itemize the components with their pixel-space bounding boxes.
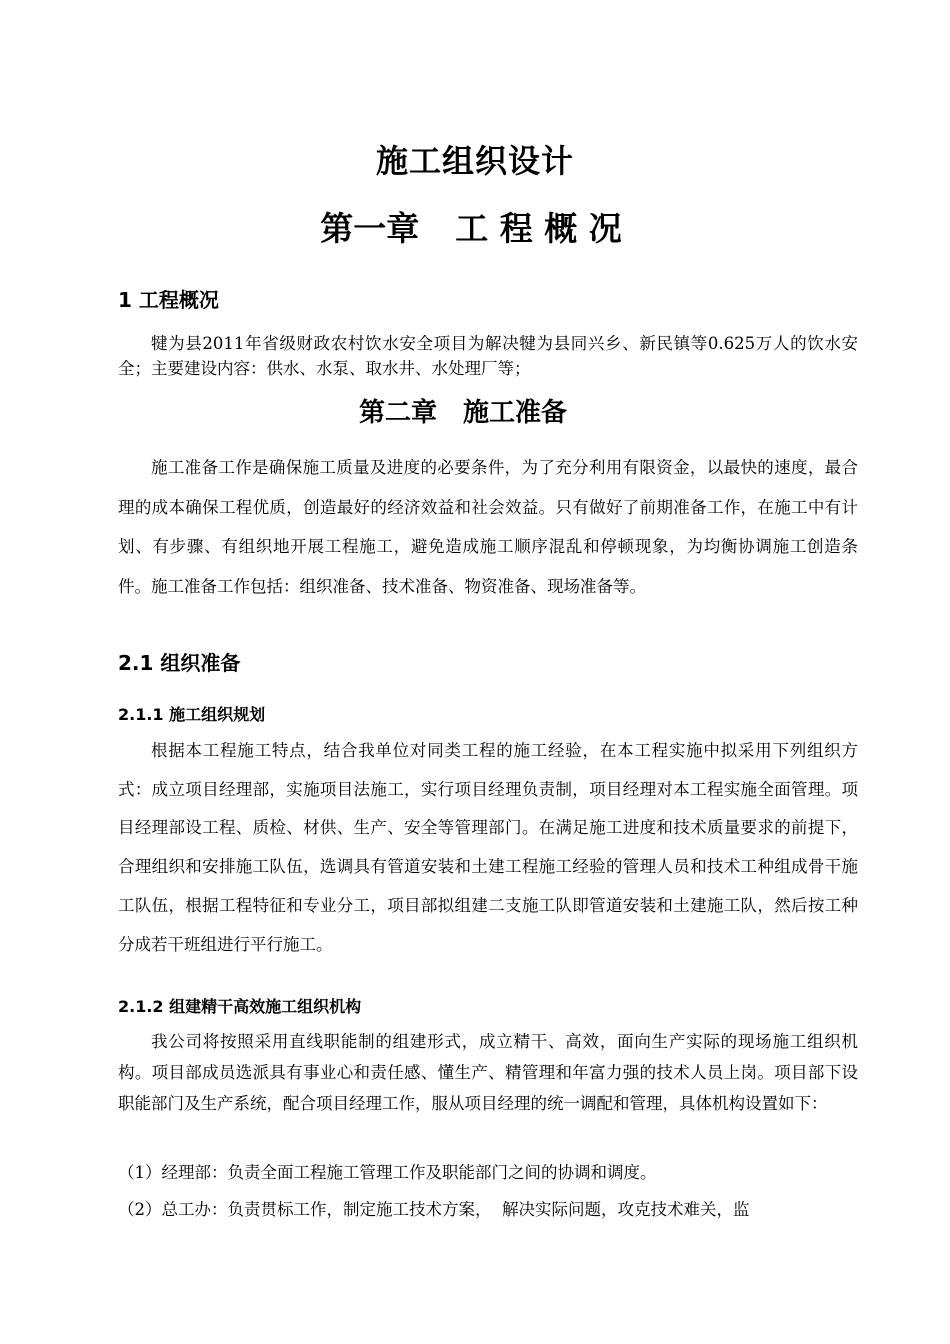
chapter-1-heading [0,203,946,250]
chapter-2-intro-paragraph: 施工准备工作是确保施工质量及进度的必要条件，为了充分利用有限资金，以最快的速度，最合理的成本确保工程优质，创造最好的经济效益和社会效益。只有做好了前期准备工作，在施工中有计划、有步骤、有组织地开展工程施工，避免造成施工顺序混乱和停顿现象，为均衡协调施工创造条件。施工准备工作包括：组织准备、技术准备、物资准备、现场准备等。 [118,458,858,596]
section-2-1-2-heading: 2.1.2 组建精干高效施工组织机构 [118,997,362,1016]
section-1-heading: 1 工程概况 [118,288,219,312]
section-2-1-1-heading: 2.1.1 施工组织规划 [118,705,266,724]
section-2-1-heading: 2.1 组织准备 [118,651,241,675]
section-2-1-2-paragraph: 我公司将按照采用直线职能制的组建形式，成立精干、高效，面向生产实际的现场施工组织机构。项目部成员选派具有事业心和责任感、懂生产、精管理和年富力强的技术人员上岗。项目部下设职能部门及生产系统，配合项目经理工作，服从项目经理的统一调配和管理，具体机构设置如下： [118,1032,858,1113]
section-2-1-1-paragraph: 根据本工程施工特点，结合我单位对同类工程的施工经验，在本工程实施中拟采用下列组织方式：成立项目经理部，实施项目法施工，实行项目经理负责制，项目经理对本工程实施全面管理。项目经理部设工程、质检、材供、生产、安全等管理部门。在满足施工进度和技术质量要求的前提下，合理组织和安排施工队伍，选调具有管道安装和土建工程施工经验的管理人员和技术工种组成骨干施工队伍，根据工程特征和专业分工，项目部拟组建二支施工队即管道安装和土建施工队，然后按工种分成若干班组进行平行施工。 [118,741,858,954]
chapter-1-number: 第一章 [320,209,420,248]
list-item-2: （2）总工办：负责贯标工作，制定施工技术方案， 解决实际问题，攻克技术难关，监 [118,1200,750,1219]
chapter-2-name: 施工准备 [463,398,568,428]
chapter-2-number: 第二章 [358,398,437,428]
section-1-paragraph: 犍为县2011年省级财政农村饮水安全项目为解决犍为县同兴乡、新民镇等0.625万人的饮水安全；主要建设内容：供水、水泵、取水井、水处理厂等； [118,334,858,378]
list-item-1: （1）经理部：负责全面工程施工管理工作及职能部门之间的协调和调度。 [118,1163,657,1182]
chapter-1-name: 工 程 概 况 [455,209,622,248]
chapter-2-heading [0,392,938,429]
document-title: 施工组织设计 [375,142,574,180]
